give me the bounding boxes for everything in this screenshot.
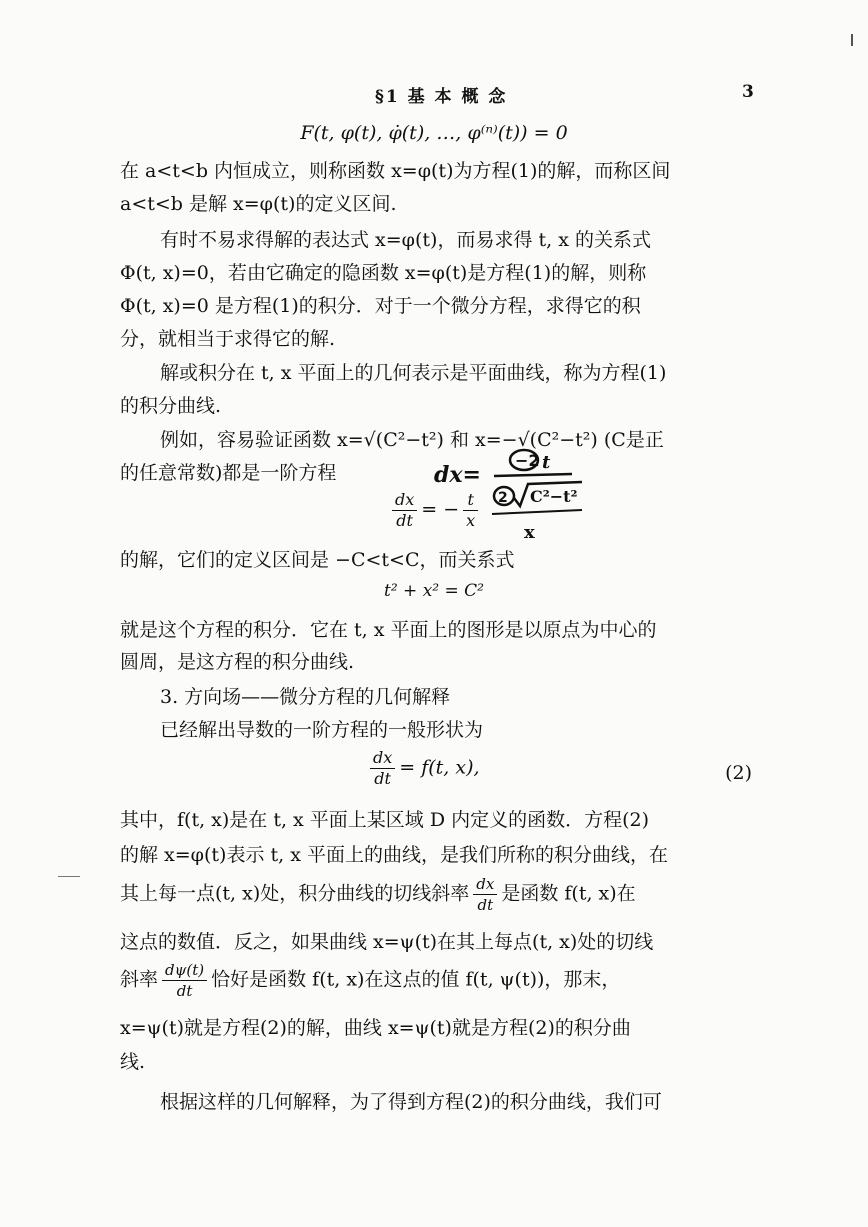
paragraph-line: 其上每一点(t, x)处，积分曲线的切线斜率 $\frac{dx}{dt}$ 是函数 f(t, x)在 (120, 875, 636, 914)
paragraph-line: a<t<b 是解 x=φ(t)的定义区间. (120, 193, 397, 215)
paragraph-line: 已经解出导数的一阶方程的一般形状为 (160, 719, 484, 741)
paragraph-line: x=ψ(t)就是方程(2)的解，曲线 x=ψ(t)就是方程(2)的积分曲 (120, 1017, 631, 1039)
paragraph-line: 其中，f(t, x)是在 t, x 平面上某区域 D 内定义的函数．方程(2) (120, 809, 650, 831)
paragraph-line: 这点的数值．反之，如果曲线 x=ψ(t)在其上每点(t, x)处的切线 (120, 931, 654, 953)
paragraph-line: 解或积分在 t, x 平面上的几何表示是平面曲线，称为方程(1) (160, 362, 667, 384)
svg-text:−2: −2 (515, 451, 540, 470)
paragraph-line: 就是这个方程的积分．它在 t, x 平面上的图形是以原点为中心的 (120, 619, 657, 641)
paragraph-line: Φ(t, x)=0，若由它确定的隐函数 x=φ(t)是方程(1)的解，则称 (120, 262, 647, 284)
page-number: 3 (742, 82, 756, 102)
scan-mark (58, 876, 80, 877)
subsection-title: 3. 方向场——微分方程的几何解释 (160, 686, 451, 708)
svg-text:2: 2 (498, 490, 508, 506)
paragraph-line: 圆周，是这方程的积分曲线. (120, 651, 355, 673)
scan-mark (851, 34, 853, 46)
svg-text:x: x (524, 522, 535, 543)
paragraph-line: 的解 x=φ(t)表示 t, x 平面上的曲线，是我们所称的积分曲线，在 (120, 844, 668, 866)
svg-text:C²−t²: C²−t² (530, 487, 578, 506)
paragraph-line: 的解，它们的定义区间是 −C<t<C，而关系式 (120, 549, 515, 571)
svg-text:t: t (542, 452, 551, 473)
equation-number: (2) (725, 762, 752, 784)
paragraph-line: 有时不易求得解的表达式 x=φ(t)，而易求得 t, x 的关系式 (160, 229, 651, 251)
equation-dx-dt: $\frac{dx}{dt}$ = − $\frac{t}{x}$ (388, 490, 482, 531)
paragraph-line: 的任意常数)都是一阶方程 (120, 462, 337, 484)
paragraph-line: 的积分曲线. (120, 395, 222, 417)
paragraph-line: 例如，容易验证函数 x=√(C²−t²) 和 x=−√(C²−t²) (C是正 (160, 429, 664, 451)
equation-2: $\frac{dx}{dt}$ = f(t, x), (366, 748, 480, 789)
paragraph-line: 根据这样的几何解释，为了得到方程(2)的积分曲线，我们可 (160, 1091, 662, 1113)
paragraph-line: Φ(t, x)=0 是方程(1)的积分．对于一个微分方程，求得它的积 (120, 295, 641, 317)
paragraph-line: 分，就相当于求得它的解. (120, 328, 336, 350)
paragraph-line: 在 a<t<b 内恒成立，则称函数 x=φ(t)为方程(1)的解，而称区间 (120, 160, 671, 182)
paragraph-line: 线. (120, 1051, 146, 1073)
svg-text:dx=: dx= (434, 462, 481, 488)
paragraph-line: 斜率 $\frac{d\psi(t)}{dt}$ 恰好是函数 f(t, x)在这点的值 f(t, ψ(t))，那末， (120, 961, 621, 1000)
equation-circle: t² + x² = C² (384, 581, 484, 601)
equation-top: F(t, φ(t), φ̇(t), …, φ⁽ⁿ⁾(t)) = 0 (300, 122, 568, 144)
section-header: §1 基 本 概 念 (375, 87, 508, 107)
